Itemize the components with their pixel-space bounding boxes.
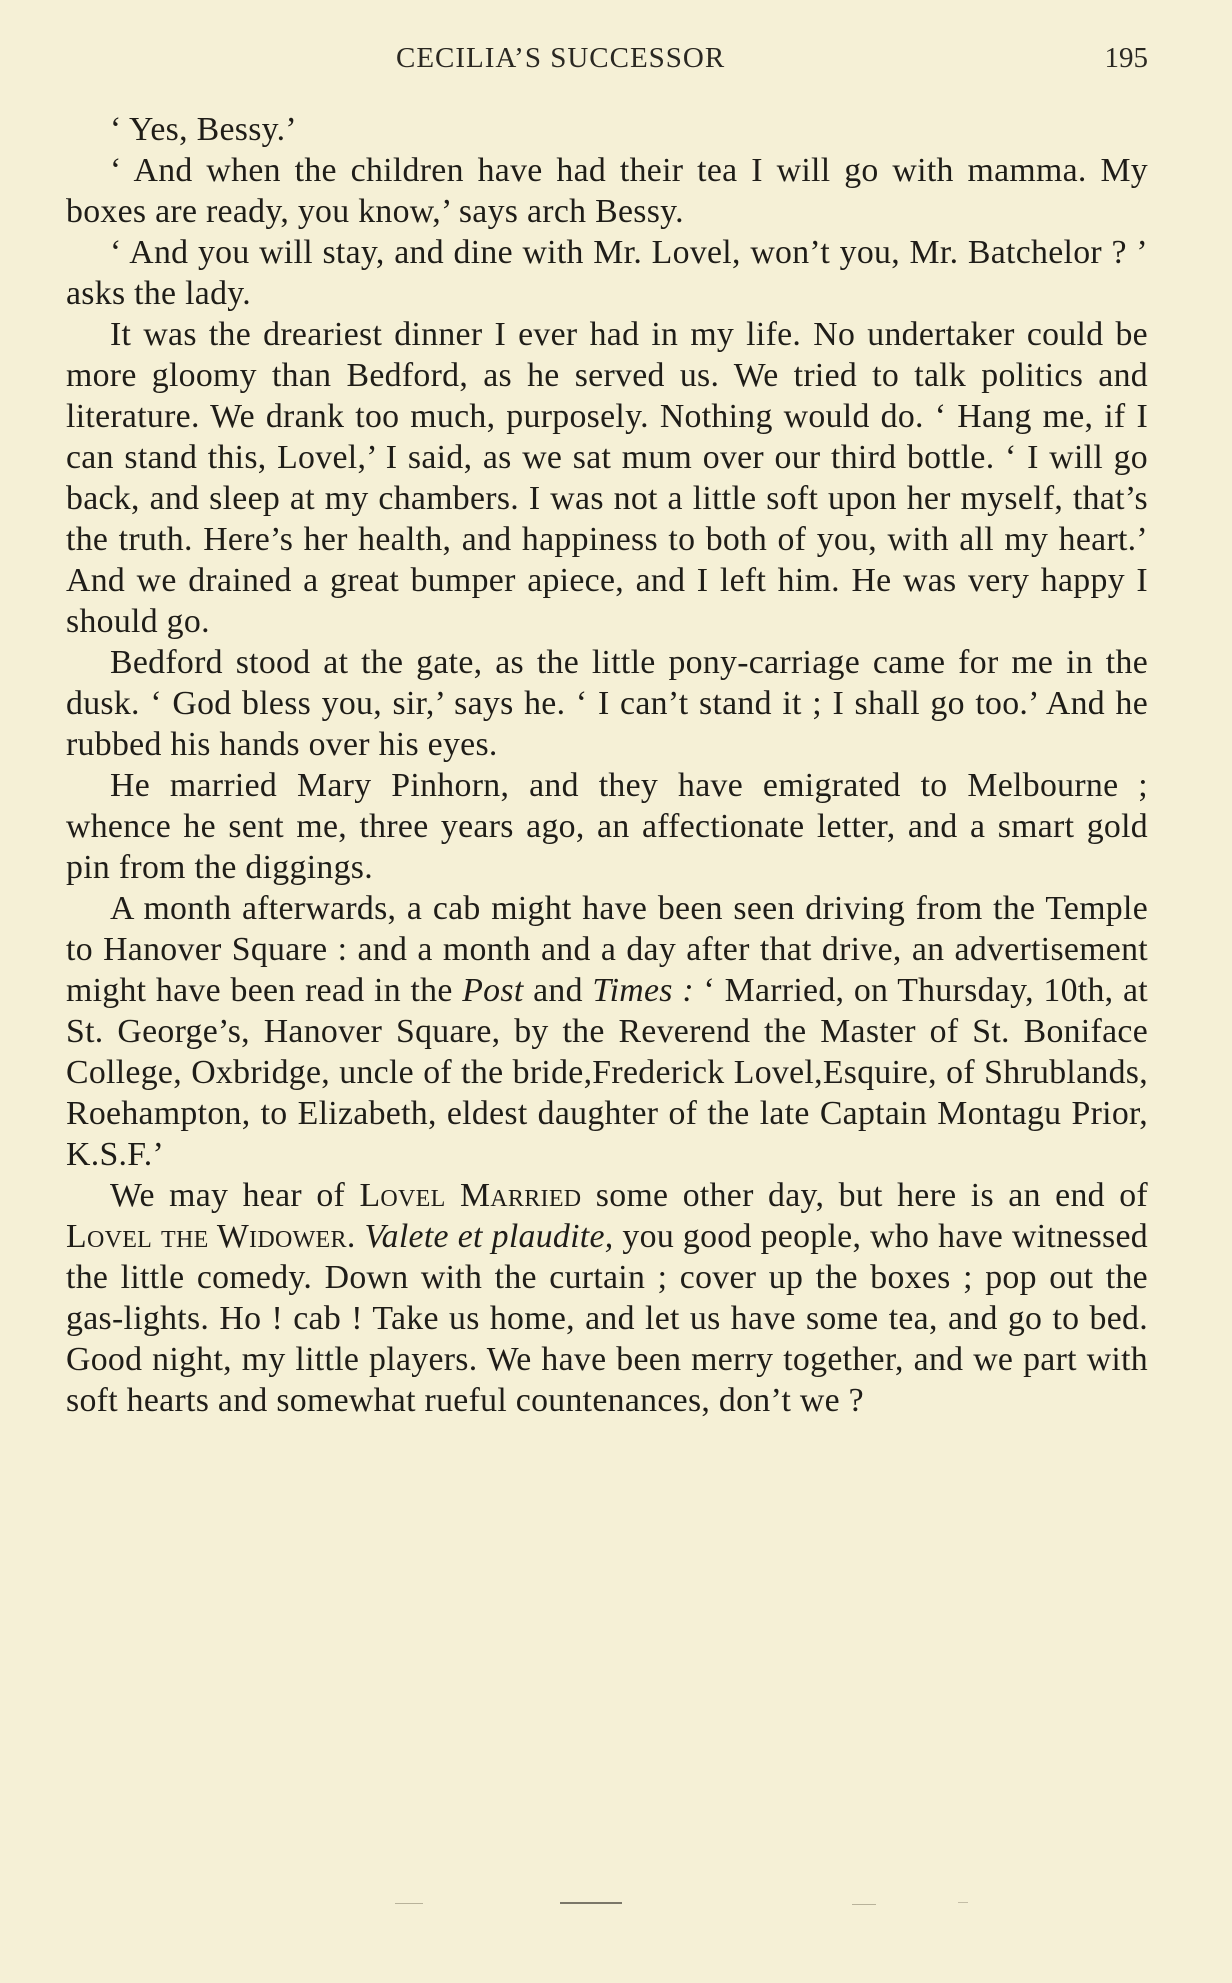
body-text (66, 109, 1148, 1421)
footer-rule-fragment (395, 1903, 423, 1904)
page-number: 195 (1104, 42, 1148, 74)
running-title: CECILIA’S SUCCESSOR (396, 42, 726, 74)
paragraph: He married Mary Pinhorn, and they have emigrated to Melbourne ; whence he sent me, three years ago, an affectionate letter, and a smart gold pin from the diggings. (66, 767, 1148, 886)
latin-phrase: Valete et plaudite, (364, 1218, 614, 1255)
paragraph: ‘ Yes, Bessy.’ (110, 111, 297, 148)
newspaper-title-times: Times : (592, 972, 694, 1009)
text-span: ‘ Married, on Thursday, 10th, at St. George’s, Hanover Square, by the Reverend the Master of St. Boniface College, Oxbridge, uncle of the bride,Frederick Lovel,Esquire, of Shrublands, Roehampton, to Elizabeth, eldest daughter of the late Captain Montagu Prior, K.S.F.’ (66, 972, 1148, 1173)
paragraph-marriage-notice (66, 888, 1148, 1175)
newspaper-title-post: Post (462, 972, 524, 1009)
paragraph: ‘ And when the children have had their tea I will go with mamma. My boxes are ready, you know,’ says arch Bessy. (66, 152, 1148, 230)
footer-rule-fragment (958, 1902, 968, 1903)
text-span: A month afterwards, a cab might have been seen driving from the Temple to Hanover Square : and a month and a day after that drive, an advertisement might have been read in the (66, 890, 1148, 1009)
text-span: you good people, who have witnessed the little comedy. Down with the curtain ; cover up the boxes ; pop out the gas-lights. Ho ! cab ! Take us home, and let us have some tea, and go to bed. Good night, my little players. We have been merry together, and we part with soft hearts and somewhat rueful countenances, don’t we ? (66, 1218, 1148, 1419)
text-span: We may hear of (110, 1177, 360, 1214)
paragraph: It was the dreariest dinner I ever had in my life. No undertaker could be more gloomy than Bedford, as he served us. We tried to talk politics and literature. We drank too much, purposely. Nothing would do. ‘ Hang me, if I can stand this, Lovel,’ I said, as we sat mum over our third bottle. ‘ I will go back, and sleep at my chambers. I was not a little soft upon her myself, that’s the truth. Here’s her health, and happiness to both of you, with all my heart.’ And we drained a great bumper apiece, and I left him. He was very happy I should go. (66, 316, 1148, 640)
book-title-lovel-married: Lovel Married (359, 1177, 582, 1214)
footer-rule (560, 1902, 622, 1904)
footer-rule-fragment (852, 1904, 876, 1905)
book-title-lovel-the-widower: Lovel the Widower. (66, 1218, 356, 1255)
paragraph: ‘ And you will stay, and dine with Mr. Lovel, won’t you, Mr. Batchelor ? ’ asks the lady. (66, 234, 1148, 312)
paragraph-closing (66, 1175, 1148, 1421)
paragraph: Bedford stood at the gate, as the little pony-carriage came for me in the dusk. ‘ God bless you, sir,’ says he. ‘ I can’t stand it ; I shall go too.’ And he rubbed his hands over his eyes. (66, 644, 1148, 763)
text-span: and (523, 972, 593, 1009)
running-head (66, 42, 1148, 82)
text-span: some other day, but here is an end of (581, 1177, 1148, 1214)
